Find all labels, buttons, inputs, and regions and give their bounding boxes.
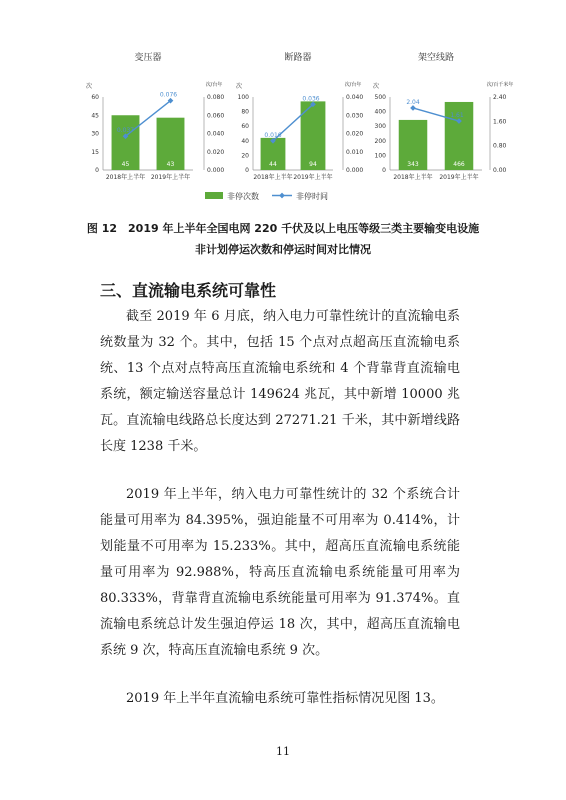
legend-bar-swatch — [205, 192, 223, 199]
chart3-left-tick: 300 — [374, 123, 386, 131]
chart2-left-tick: 100 — [237, 94, 249, 101]
chart2-category-label: 2019年上半年 — [293, 174, 333, 181]
chart2-bar-label: 94 — [309, 161, 317, 168]
chart1-right-tick: 0.040 — [207, 130, 225, 138]
chart2-right-tick: 0.010 — [346, 148, 364, 156]
chart1-bar-label: 43 — [166, 161, 175, 168]
chart3-category-label: 2018年上半年 — [393, 174, 433, 181]
chart3-left-tick: 200 — [374, 137, 386, 145]
chart3-title: 架空线路 — [417, 53, 455, 63]
chart1-right-tick: 0.020 — [207, 148, 225, 156]
chart1-left-tick: 45 — [91, 112, 99, 120]
chart1-right-unit: 次/台年 — [205, 82, 223, 88]
chart2-bar-label: 44 — [269, 161, 277, 168]
chart1-right-tick: 0.000 — [207, 167, 225, 174]
figure-caption-line1: 图 12 2019 年上半年全国电网 220 千伏及以上电压等级三类主要输变电设施 — [86, 222, 480, 235]
legend-line-label: 非停时间 — [296, 192, 328, 201]
chart3-line-label: 1.61 — [450, 112, 464, 120]
chart3-line-point — [410, 105, 416, 111]
chart3-line-label: 2.04 — [406, 98, 420, 106]
chart3-bar-label: 466 — [453, 161, 465, 168]
chart1-line-label: 0.037 — [116, 127, 135, 135]
chart2-left-tick: 60 — [241, 123, 249, 131]
chart2-right-tick: 0.020 — [346, 130, 364, 138]
chart2-right-tick: 0.000 — [346, 167, 364, 174]
legend-bar-label: 非停次数 — [227, 192, 259, 201]
chart1-category-label: 2019年上半年 — [150, 174, 191, 181]
chart2-left-tick: 40 — [241, 137, 249, 145]
page-number: 11 — [276, 745, 290, 758]
chart2-left-unit: 次 — [235, 83, 243, 90]
chart2-category-label: 2018年上半年 — [253, 174, 293, 181]
chart1-bar-label: 45 — [121, 161, 130, 168]
chart1-right-tick: 0.060 — [207, 112, 225, 120]
chart1-right-tick: 0.080 — [207, 94, 225, 101]
section-heading: 三、直流输电系统可靠性 — [100, 281, 277, 300]
chart2-left-tick: 80 — [241, 108, 249, 116]
chart2-left-tick: 20 — [241, 152, 249, 160]
chart1-left-unit: 次 — [85, 83, 93, 90]
chart3-right-tick: 0.00 — [493, 167, 507, 174]
chart3-right-tick: 2.40 — [493, 94, 507, 101]
legend-line-marker — [279, 193, 285, 199]
paragraph-dc-availability: 2019 年上半年，纳入电力可靠性统计的 32 个系统合计能量可用率为 84.395%，强迫能量不可用率为 0.414%，计划能量不可用率为 15.233%。其中，超高压直流输电系统能量可用率为 92.988%，特高压直流输电系统能量可用率为 80.333%，背靠背直流输电系统能量可用率为 91.374%。直流输电系统总计发生强迫停运 18 次，其中，超高压直流输电系统 9 次，特高压直流输电系统 9 次。 — [100, 487, 460, 658]
chart2-right-tick: 0.030 — [346, 112, 364, 120]
chart2-line-label: 0.016 — [264, 131, 282, 139]
chart1-line-label: 0.076 — [159, 91, 178, 99]
chart3-right-tick: 1.60 — [493, 118, 507, 126]
chart3-left-tick: 400 — [374, 108, 386, 116]
chart3-right-unit: 次/百千米年 — [486, 82, 514, 88]
chart3-left-tick: 100 — [374, 152, 386, 160]
chart2-right-tick: 0.040 — [346, 94, 364, 101]
chart1-left-tick: 30 — [91, 130, 99, 138]
chart2-title: 断路器 — [284, 53, 312, 63]
charts-panel — [0, 0, 566, 215]
chart1-title: 变压器 — [134, 53, 162, 63]
chart3-right-tick: 0.80 — [493, 142, 507, 150]
chart3-bar-label: 343 — [407, 161, 419, 168]
chart3-left-tick: 500 — [374, 94, 386, 101]
paragraph-dc-system-count: 截至 2019 年 6 月底，纳入电力可靠性统计的直流输电系统数量为 32 个。其中，包括 15 个点对点超高压直流输电系统、13 个点对点特高压直流输电系统和 4 个背靠背直流输电系统，额定输送容量总计 149624 兆瓦，其中新增 10000 兆瓦。直流输电线路总长度达到 27271.21 千米，其中新增线路长度 1238 千米。 — [100, 309, 460, 454]
chart2-line-label: 0.036 — [302, 95, 320, 103]
paragraph-figure-reference: 2019 年上半年直流输电系统可靠性指标情况见图 13。 — [126, 691, 444, 706]
chart3-left-tick: 0 — [382, 167, 386, 174]
chart1-left-tick: 0 — [95, 167, 99, 174]
chart2-left-tick: 0 — [245, 167, 249, 174]
chart1-left-tick: 60 — [91, 94, 99, 101]
chart3-left-unit: 次 — [372, 83, 380, 90]
figure-caption-line2: 非计划停运次数和停运时间对比情况 — [195, 243, 371, 256]
chart3-category-label: 2019年上半年 — [439, 174, 479, 181]
chart1-category-label: 2018年上半年 — [105, 174, 146, 181]
chart1-left-tick: 15 — [91, 148, 99, 156]
chart2-right-unit: 次/台年 — [344, 82, 362, 88]
